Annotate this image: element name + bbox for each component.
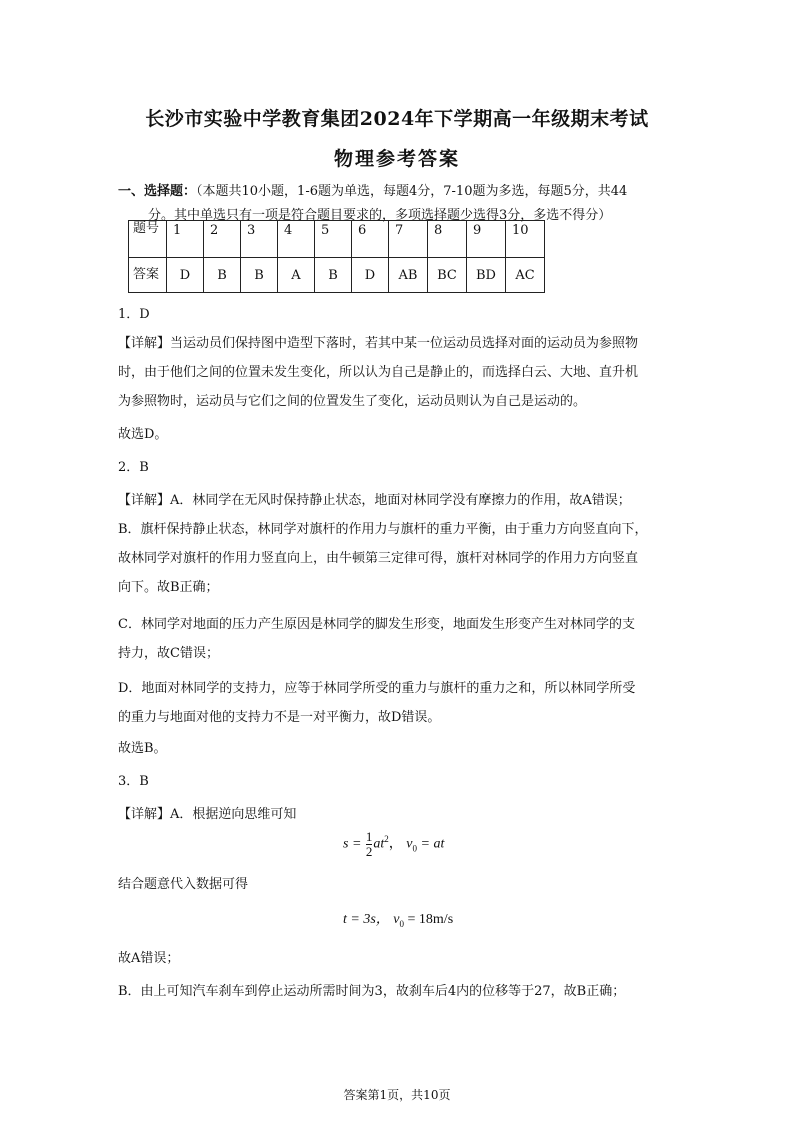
q3-head: 3．B: [118, 774, 149, 789]
section-1-desc-2: 分。其中单选只有一项是符合题目要求的，多项选择题少选得3分，多选不得分）: [148, 208, 612, 223]
eq2-rhs: = 18m/s: [404, 912, 454, 927]
q1-conclusion: 故选D。: [118, 427, 168, 442]
eq1-rhs: = at: [417, 836, 445, 852]
answer-table-cell: AB: [389, 258, 428, 293]
answer-table-cell: A: [278, 258, 315, 293]
eq1-fraction: [366, 830, 373, 859]
q2-option-c-line-1: C．林同学对地面的压力产生原因是林同学的脚发生形变，地面发生形变产生对林同学的支: [118, 617, 635, 632]
eq2-v: v: [393, 912, 400, 927]
q1-detail-line-1: 【详解】当运动员们保持图中造型下落时，若其中某一位运动员选择对面的运动员为参照物: [118, 336, 639, 351]
answer-table-cell: 1: [167, 221, 204, 258]
page-footer: 答案第1页，共10页: [343, 1088, 451, 1102]
q1-detail-line-2: 时，由于他们之间的位置未发生变化，所以认为自己是静止的，而选择白云、大地、直升机: [118, 365, 639, 380]
q2-head: 2．B: [118, 460, 149, 475]
document-title: 长沙市实验中学教育集团2024年下学期高一年级期末考试: [145, 108, 649, 130]
eq1-sep: ，: [388, 836, 403, 852]
eq1-rest: at: [373, 836, 385, 852]
answer-table-cell: B: [315, 258, 352, 293]
answer-table-cell: 10: [506, 221, 545, 258]
answer-table-cell: 7: [389, 221, 428, 258]
q2-option-d-line-2: 的重力与地面对他的支持力不是一对平衡力，故D错误。: [118, 710, 441, 725]
answer-table-cell: 2: [204, 221, 241, 258]
q1-head: 1．D: [118, 307, 150, 322]
answer-table-row-answers: [129, 258, 545, 293]
document-subtitle: 物理参考答案: [333, 148, 460, 170]
q3-equation-2: [343, 908, 453, 929]
eq2-t: t = 3s，: [343, 912, 390, 927]
answer-table-cell: AC: [506, 258, 545, 293]
answer-table-cell: 3: [241, 221, 278, 258]
answer-table-cell: 8: [428, 221, 467, 258]
eq1-fraction-numerator: 1: [365, 829, 373, 844]
eq1-sup: 2: [384, 834, 389, 845]
answer-table-cell: 4: [278, 221, 315, 258]
answer-table-row-numbers: [129, 221, 545, 258]
q2-option-b-line-3: 向下。故B正确；: [118, 580, 219, 595]
q1-detail-line-3: 为参照物时，运动员与它们之间的位置发生了变化，运动员则认为自己是运动的。: [118, 394, 587, 409]
q2-option-c-line-2: 持力，故C错误；: [118, 646, 219, 661]
answer-table-cell: B: [204, 258, 241, 293]
answer-table-cell: 9: [467, 221, 506, 258]
answer-table-cell: D: [167, 258, 204, 293]
answer-table: [128, 220, 545, 293]
q2-option-b-line-1: B．旗杆保持静止状态，林同学对旗杆的作用力与旗杆的重力平衡，由于重力方向竖直向下，: [118, 522, 648, 537]
q3-option-a-line-3: 故A错误；: [118, 951, 180, 966]
q3-option-b: B．由上可知汽车刹车到停止运动所需时间为3，故刹车后4内的位移等于27，故B正确；: [118, 984, 626, 999]
eq2-sub: 0: [399, 918, 405, 929]
answer-table-header-answer: 答案: [129, 258, 167, 293]
answer-table-cell: 6: [352, 221, 389, 258]
section-1-lead: 一、选择题：: [118, 184, 197, 199]
answer-table-cell: B: [241, 258, 278, 293]
q2-conclusion: 故选B。: [118, 741, 167, 756]
answer-table-cell: BD: [467, 258, 506, 293]
q3-option-a-line-2: 结合题意代入数据可得: [118, 877, 249, 892]
eq1-lhs: s =: [343, 836, 362, 852]
answer-table-header-number: 题号: [129, 221, 167, 258]
eq1-sub: 0: [412, 843, 418, 854]
q2-option-a: 【详解】A．林同学在无风时保持静止状态，地面对林同学没有摩擦力的作用，故A错误；: [118, 493, 631, 508]
q2-option-d-line-1: D．地面对林同学的支持力，应等于林同学所受的重力与旗杆的重力之和，所以林同学所受: [118, 681, 636, 696]
eq1-fraction-denominator: 2: [365, 844, 373, 859]
answer-table-cell: D: [352, 258, 389, 293]
eq1-v: v: [406, 836, 413, 852]
q3-equation-1: [343, 830, 444, 859]
q3-option-a-line-1: 【详解】A．根据逆向思维可知: [118, 807, 297, 822]
section-1-desc-1: （本题共10小题，1-6题为单选，每题4分，7-10题为多选，每题5分，共44: [196, 184, 628, 199]
answer-table-cell: 5: [315, 221, 352, 258]
q2-option-b-line-2: 故林同学对旗杆的作用力竖直向上，由牛顿第三定律可得，旗杆对林同学的作用力方向竖直: [118, 551, 639, 566]
answer-table-cell: BC: [428, 258, 467, 293]
